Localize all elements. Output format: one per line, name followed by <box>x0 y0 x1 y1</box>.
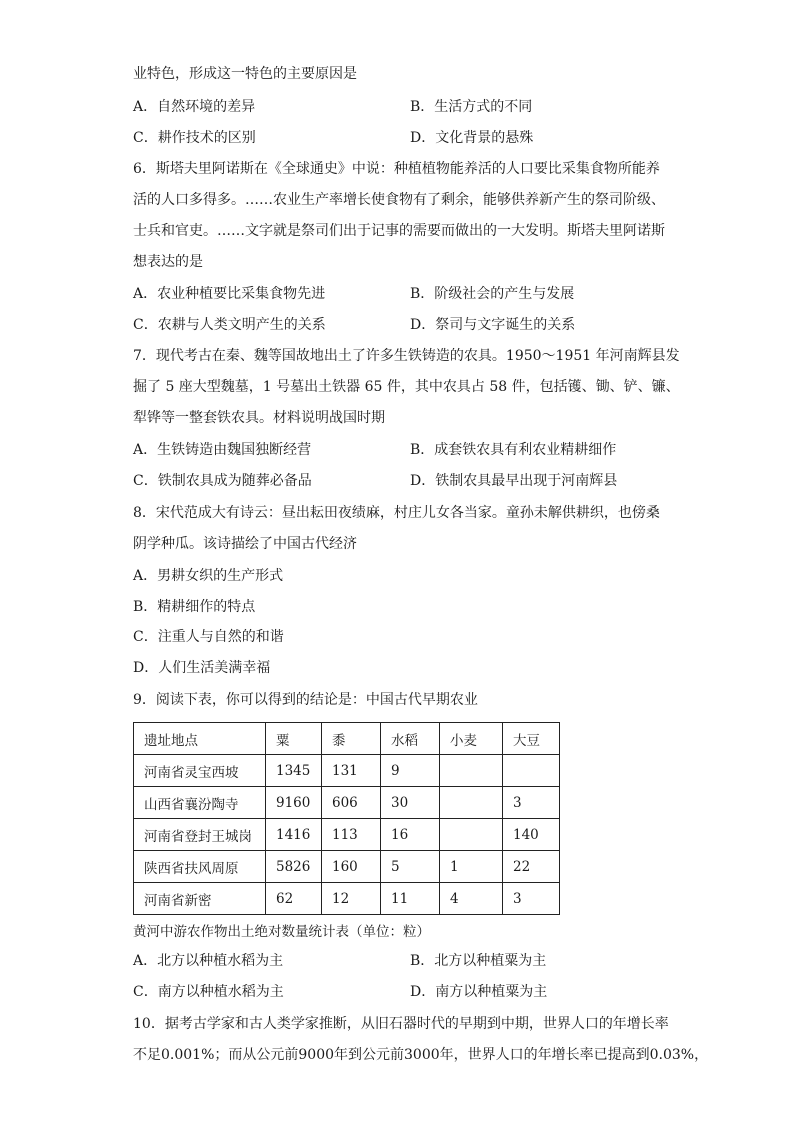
q8-option-b: B．精耕细作的特点 <box>133 599 256 615</box>
table-cell: 1345 <box>266 755 322 787</box>
crop-statistics-table <box>133 722 560 915</box>
q6-stem-line: 6．斯塔夫里阿诺斯在《全球通史》中说：种植植物能养活的人口要比采集食物所能养 <box>133 161 660 177</box>
q6-stem-line: 想表达的是 <box>133 254 203 270</box>
q10-stem-line: 不足0.001%；而从公元前9000年到公元前3000年，世界人口的年增长率已提高到0.03%， <box>133 1047 709 1063</box>
table-cell: 河南省灵宝西坡 <box>134 755 266 787</box>
table-row <box>134 819 560 851</box>
q7-stem-line: 7．现代考古在秦、魏等国故地出土了许多生铁铸造的农具。1950～1951 年河南辉县发 <box>133 348 680 364</box>
table-cell: 1 <box>440 851 503 883</box>
q8-stem-line: 8．宋代范成大有诗云：昼出耘田夜绩麻，村庄儿女各当家。童孙未解供耕织，也傍桑 <box>133 505 660 521</box>
q6-stem-line: 活的人口多得多。……农业生产率增长使食物有了剩余，能够供养新产生的祭司阶级、 <box>133 192 665 208</box>
table-row <box>134 755 560 787</box>
q5-option-b: B．生活方式的不同 <box>410 99 533 115</box>
table-cell: 1416 <box>266 819 322 851</box>
table-cell: 9160 <box>266 787 322 819</box>
table-cell <box>440 755 503 787</box>
table-header-cell: 大豆 <box>503 723 560 755</box>
table-cell: 30 <box>381 787 440 819</box>
table-cell: 陕西省扶风周原 <box>134 851 266 883</box>
table-cell <box>503 755 560 787</box>
q7-option-b: B．成套铁农具有利农业精耕细作 <box>410 442 617 458</box>
q6-option-b: B．阶级社会的产生与发展 <box>410 286 575 302</box>
table-cell: 3 <box>503 883 560 915</box>
table-cell: 16 <box>381 819 440 851</box>
q6-option-a: A．农业种植要比采集食物先进 <box>133 286 326 302</box>
table-header-row <box>134 723 560 755</box>
q9-stem: 9．阅读下表，你可以得到的结论是：中国古代早期农业 <box>133 692 478 708</box>
table-cell: 3 <box>503 787 560 819</box>
q6-option-d: D．祭司与文字诞生的关系 <box>410 317 576 333</box>
table-cell: 140 <box>503 819 560 851</box>
q9-option-b: B．北方以种植粟为主 <box>410 953 547 969</box>
q5-option-a: A．自然环境的差异 <box>133 99 256 115</box>
table-cell <box>440 819 503 851</box>
table-cell: 11 <box>381 883 440 915</box>
table-cell: 5 <box>381 851 440 883</box>
table-cell: 113 <box>322 819 381 851</box>
q7-stem-line: 犁铧等一整套铁农具。材料说明战国时期 <box>133 410 385 426</box>
table-cell: 160 <box>322 851 381 883</box>
table-cell: 河南省新密 <box>134 883 266 915</box>
table-cell: 12 <box>322 883 381 915</box>
table-cell: 62 <box>266 883 322 915</box>
table-header-cell: 遗址地点 <box>134 723 266 755</box>
table-cell <box>440 787 503 819</box>
q6-stem-line: 士兵和官吏。……文字就是祭司们出于记事的需要而做出的一大发明。斯塔夫里阿诺斯 <box>133 223 665 239</box>
table-header-cell: 粟 <box>266 723 322 755</box>
q10-stem-line: 10．据考古学家和古人类学家推断，从旧石器时代的早期到中期，世界人口的年增长率 <box>133 1016 669 1032</box>
table-cell: 4 <box>440 883 503 915</box>
q8-option-c: C．注重人与自然的和谐 <box>133 629 284 645</box>
table-header-cell: 黍 <box>322 723 381 755</box>
table-cell: 606 <box>322 787 381 819</box>
table-cell: 河南省登封王城岗 <box>134 819 266 851</box>
q7-option-d: D．铁制农具最早出现于河南辉县 <box>410 473 618 489</box>
q8-stem-line: 阴学种瓜。该诗描绘了中国古代经济 <box>133 536 357 552</box>
q7-option-c: C．铁制农具成为随葬必备品 <box>133 473 312 489</box>
q5-option-c: C．耕作技术的区别 <box>133 130 256 146</box>
table-cell: 山西省襄汾陶寺 <box>134 787 266 819</box>
q7-stem-line: 掘了 5 座大型魏墓，1 号墓出土铁器 65 件，其中农具占 58 件，包括镬、锄、铲、镰、 <box>133 379 680 395</box>
q9-option-c: C．南方以种植水稻为主 <box>133 984 284 1000</box>
q7-option-a: A．生铁铸造由魏国独断经营 <box>133 442 312 458</box>
table-row <box>134 851 560 883</box>
table-cell: 5826 <box>266 851 322 883</box>
table-cell: 22 <box>503 851 560 883</box>
q5-stem-tail: 业特色，形成这一特色的主要原因是 <box>133 66 357 82</box>
q5-option-d: D．文化背景的悬殊 <box>410 130 534 146</box>
table-row <box>134 787 560 819</box>
table-row <box>134 883 560 915</box>
q9-option-d: D．南方以种植粟为主 <box>410 984 548 1000</box>
q9-option-a: A．北方以种植水稻为主 <box>133 953 284 969</box>
table-header-cell: 小麦 <box>440 723 503 755</box>
q8-option-d: D．人们生活美满幸福 <box>133 660 271 676</box>
table-caption: 黄河中游农作物出土绝对数量统计表（单位：粒） <box>133 924 430 940</box>
q8-option-a: A．男耕女织的生产形式 <box>133 568 284 584</box>
table-cell: 131 <box>322 755 381 787</box>
table-cell: 9 <box>381 755 440 787</box>
q6-option-c: C．农耕与人类文明产生的关系 <box>133 317 326 333</box>
table-header-cell: 水稻 <box>381 723 440 755</box>
